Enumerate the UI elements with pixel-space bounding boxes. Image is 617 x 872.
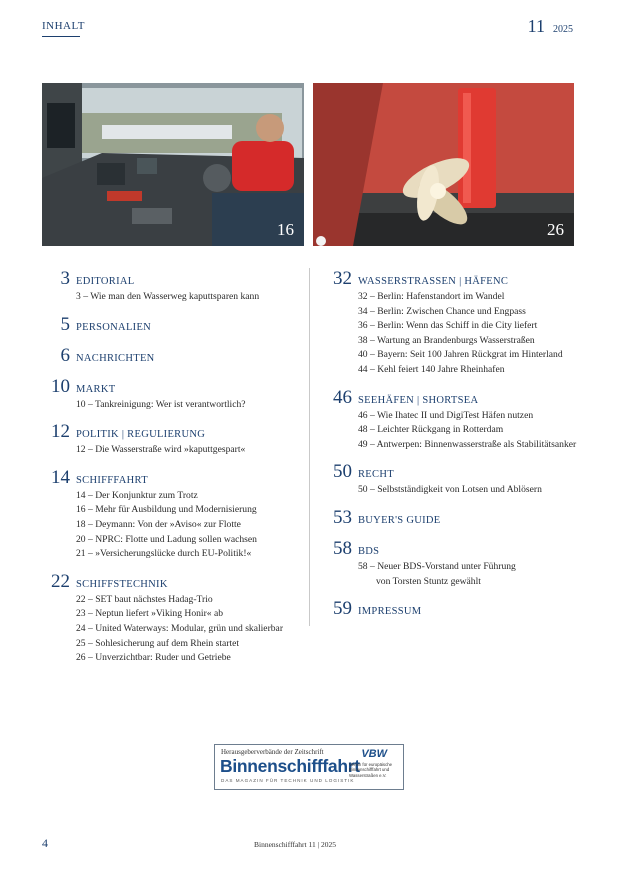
toc-page-number: 32 bbox=[333, 268, 352, 289]
vbw-description: Verein für europäische Binnenschifffahrt und Wasserstraßen e.V. bbox=[349, 762, 392, 778]
toc-page-number: 46 bbox=[333, 386, 352, 408]
photo-page-number: 26 bbox=[547, 220, 564, 239]
toc-section-head bbox=[322, 507, 582, 529]
column-divider bbox=[309, 268, 310, 626]
toc-page-number: 50 bbox=[333, 461, 352, 483]
toc-section-title: SEEHÄFEN | SHORTSEA bbox=[358, 394, 479, 406]
toc-section-title: NACHRICHTEN bbox=[76, 352, 155, 364]
toc-entry[interactable]: 20 – NPRC: Flotte und Ladung sollen wachsen bbox=[76, 533, 257, 545]
toc-section-title: RECHT bbox=[358, 469, 394, 481]
toc-section-head bbox=[322, 538, 582, 560]
toc-page-number: 10 bbox=[51, 375, 70, 397]
photo-rudder[interactable] bbox=[313, 83, 574, 246]
toc-page-number: 5 bbox=[60, 313, 70, 335]
toc-entry[interactable]: 58 – Neuer BDS-Vorstand unter Führung bbox=[358, 560, 516, 572]
toc-page-number: 14 bbox=[51, 466, 70, 488]
toc-section-head bbox=[40, 467, 290, 489]
toc-entry[interactable]: 49 – Antwerpen: Binnenwasserstraße als Stabilitätsanker bbox=[358, 438, 577, 450]
issue-year: 2025 bbox=[553, 24, 573, 35]
toc-entry-continuation[interactable]: von Torsten Stuntz gewählt bbox=[376, 575, 481, 587]
issue-indicator bbox=[528, 16, 573, 37]
header-underline bbox=[42, 36, 80, 37]
toc-page-number: 3 bbox=[60, 268, 70, 289]
toc-entry[interactable]: 12 – Die Wasserstraße wird »kaputtgespart« bbox=[76, 444, 246, 456]
toc-entry[interactable]: 50 – Selbstständigkeit von Lotsen und Ablösern bbox=[358, 484, 542, 496]
toc-entry[interactable]: 22 – SET baut nächstes Hadag-Trio bbox=[76, 593, 213, 605]
toc-section-impressum[interactable] bbox=[322, 598, 582, 620]
toc-section-bds[interactable] bbox=[322, 538, 582, 589]
toc-section-head bbox=[40, 376, 290, 398]
toc-section-schifffahrt[interactable] bbox=[40, 467, 290, 562]
toc-entry[interactable]: 34 – Berlin: Zwischen Chance und Engpass bbox=[358, 305, 526, 317]
toc-section-head bbox=[40, 421, 290, 443]
publisher-intro: Herausgeberverbände der Zeitschrift bbox=[221, 748, 324, 756]
issue-number: 11 bbox=[527, 16, 545, 36]
toc-entry[interactable]: 16 – Mehr für Ausbildung und Modernisierung bbox=[76, 504, 257, 516]
toc-entry[interactable]: 36 – Berlin: Wenn das Schiff in die City liefert bbox=[358, 320, 538, 332]
toc-section-schiffstechnik[interactable] bbox=[40, 571, 290, 666]
toc-section-title: SCHIFFFAHRT bbox=[76, 474, 148, 486]
toc-page-number: 12 bbox=[51, 421, 70, 443]
toc-entry[interactable]: 25 – Sohlesicherung auf dem Rhein startet bbox=[76, 637, 240, 649]
toc-section-head bbox=[322, 598, 582, 620]
toc-section-markt[interactable] bbox=[40, 376, 290, 413]
toc-entry[interactable]: 23 – Neptun liefert »Viking Honir« ab bbox=[76, 608, 224, 620]
vbw-logo: VBW bbox=[361, 748, 387, 760]
magazine-tagline: DAS MAGAZIN FÜR TECHNIK UND LOGISTIK bbox=[221, 778, 355, 783]
toc-entry[interactable]: 26 – Unverzichtbar: Ruder und Getriebe bbox=[76, 652, 231, 664]
toc-page-number: 53 bbox=[333, 506, 352, 528]
publisher-logo-box bbox=[214, 744, 404, 790]
toc-section-head bbox=[40, 571, 290, 593]
toc-entry[interactable]: 40 – Bayern: Seit 100 Jahren Rückgrat im Hinterland bbox=[358, 349, 563, 361]
toc-section-head bbox=[322, 268, 582, 290]
toc-section-personalien[interactable] bbox=[40, 314, 290, 336]
magazine-wordmark: Binnenschifffahrt bbox=[220, 756, 360, 776]
header-label: INHALT bbox=[42, 20, 85, 32]
toc-entry[interactable]: 48 – Leichter Rückgang in Rotterdam bbox=[358, 424, 504, 436]
toc-section-recht[interactable] bbox=[322, 461, 582, 498]
toc-entry[interactable]: 44 – Kehl feiert 140 Jahre Rheinhafen bbox=[358, 363, 505, 375]
rudder-illustration bbox=[313, 83, 574, 246]
toc-section-head bbox=[40, 345, 290, 367]
toc-entry[interactable]: 10 – Tankreinigung: Wer ist verantwortlich? bbox=[76, 398, 246, 410]
toc-section-editorial[interactable] bbox=[40, 268, 290, 305]
toc-entry[interactable]: 32 – Berlin: Hafenstandort im Wandel bbox=[358, 291, 505, 302]
toc-page-number: 59 bbox=[333, 598, 352, 620]
toc-section-title: WASSERSTRASSEN | HÄFENC bbox=[358, 276, 509, 287]
toc-section-head bbox=[322, 461, 582, 483]
toc-entry[interactable]: 21 – »Versicherungslücke durch EU-Politik!« bbox=[76, 548, 252, 560]
photo-wheelhouse[interactable] bbox=[42, 83, 304, 246]
toc-section-title: PERSONALIEN bbox=[76, 321, 152, 333]
toc-section-title: BDS bbox=[358, 545, 380, 557]
toc-left-column bbox=[40, 268, 290, 675]
toc-section-head bbox=[40, 314, 290, 336]
toc-section-politik[interactable] bbox=[40, 421, 290, 458]
toc-section-title: MARKT bbox=[76, 383, 116, 395]
toc-entry[interactable]: 14 – Der Konjunktur zum Trotz bbox=[76, 489, 198, 501]
toc-page-number: 58 bbox=[333, 537, 352, 559]
footer-magazine-ref: Binnenschifffahrt 11 | 2025 bbox=[254, 840, 336, 849]
toc-section-title: SCHIFFSTECHNIK bbox=[76, 578, 168, 590]
toc-right-column bbox=[322, 268, 582, 629]
toc-entry[interactable]: 18 – Deymann: Von der »Aviso« zur Flotte bbox=[76, 518, 241, 530]
toc-section-buyers-guide[interactable] bbox=[322, 507, 582, 529]
toc-section-nachrichten[interactable] bbox=[40, 345, 290, 367]
toc-section-title: EDITORIAL bbox=[76, 276, 135, 287]
toc-section-title: IMPRESSUM bbox=[358, 606, 422, 618]
toc-section-title: POLITIK | REGULIERUNG bbox=[76, 429, 206, 441]
toc-entry[interactable]: 3 – Wie man den Wasserweg kaputtsparen kann bbox=[76, 291, 260, 302]
toc-section-title: BUYER'S GUIDE bbox=[358, 514, 441, 526]
toc-page-number: 22 bbox=[51, 570, 70, 592]
toc-entry[interactable]: 46 – Wie Ihatec II und DigiTest Häfen nutzen bbox=[358, 409, 534, 421]
toc-entry[interactable]: 24 – United Waterways: Modular, grün und skalierbar bbox=[76, 622, 284, 634]
toc-section-seehaefen[interactable] bbox=[322, 387, 582, 453]
toc-entry[interactable]: 38 – Wartung an Brandenburgs Wasserstraßen bbox=[358, 334, 535, 346]
toc-section-head bbox=[40, 268, 290, 290]
toc-section-wasserstrassen[interactable] bbox=[322, 268, 582, 378]
toc-section-head bbox=[322, 387, 582, 409]
toc-page-number: 6 bbox=[60, 344, 70, 366]
wheelhouse-illustration bbox=[42, 83, 304, 246]
photo-page-number: 16 bbox=[277, 220, 294, 239]
footer-page-number: 4 bbox=[42, 836, 48, 850]
